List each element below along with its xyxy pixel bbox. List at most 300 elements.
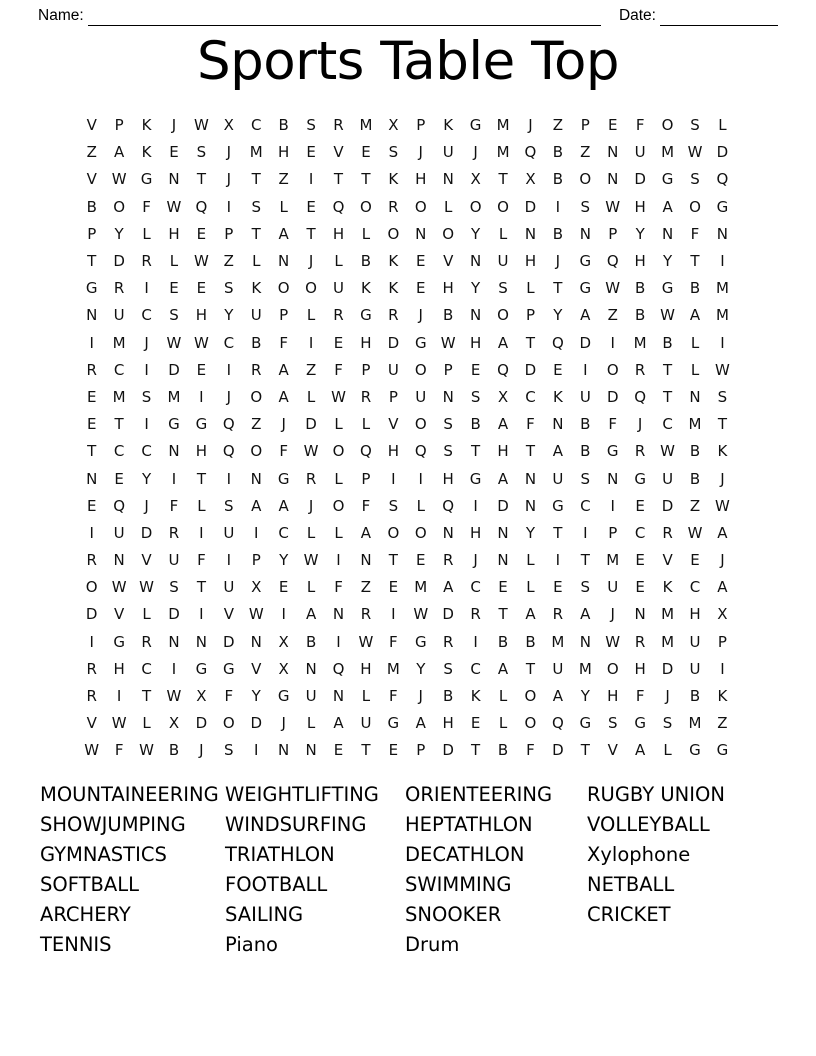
grid-cell[interactable]: C [251, 116, 262, 135]
grid-cell[interactable]: E [306, 143, 316, 162]
grid-cell[interactable]: G [552, 496, 564, 515]
grid-cell[interactable]: B [278, 116, 289, 135]
grid-cell[interactable]: S [690, 170, 700, 189]
grid-cell[interactable]: W [714, 360, 730, 379]
grid-cell[interactable]: C [141, 306, 152, 325]
grid-cell[interactable]: B [662, 333, 673, 352]
grid-cell[interactable]: X [251, 578, 262, 597]
grid-cell[interactable]: O [414, 523, 427, 542]
grid-cell[interactable]: O [442, 224, 455, 243]
grid-cell[interactable]: C [580, 496, 591, 515]
grid-cell[interactable]: R [442, 551, 454, 570]
word-list-item[interactable]: Xylophone [587, 843, 691, 866]
grid-cell[interactable]: T [141, 687, 152, 706]
grid-cell[interactable]: N [579, 224, 591, 243]
grid-cell[interactable]: O [414, 197, 427, 216]
grid-cell[interactable]: W [193, 252, 209, 271]
grid-cell[interactable]: U [223, 523, 235, 542]
grid-cell[interactable]: C [141, 659, 152, 678]
grid-cell[interactable]: R [470, 605, 481, 624]
grid-cell[interactable]: A [497, 659, 509, 678]
grid-cell[interactable]: Y [580, 687, 590, 706]
grid-cell[interactable]: D [442, 605, 454, 624]
grid-cell[interactable]: L [526, 551, 535, 570]
grid-cell[interactable]: T [471, 442, 481, 461]
grid-cell[interactable]: L [498, 687, 508, 706]
grid-cell[interactable]: B [580, 442, 591, 461]
grid-cell[interactable]: C [689, 578, 701, 597]
grid-cell[interactable]: A [552, 687, 564, 706]
grid-cell[interactable]: K [470, 687, 481, 706]
grid-cell[interactable]: I [720, 252, 725, 271]
grid-cell[interactable]: O [524, 714, 537, 733]
grid-cell[interactable]: E [86, 387, 97, 406]
grid-cell[interactable]: B [635, 306, 646, 325]
grid-cell[interactable]: J [281, 714, 286, 733]
grid-cell[interactable]: D [250, 714, 263, 733]
grid-cell[interactable]: E [607, 116, 618, 135]
grid-cell[interactable]: I [720, 659, 725, 678]
grid-cell[interactable]: B [635, 279, 646, 298]
grid-cell[interactable]: N [497, 551, 509, 570]
grid-cell[interactable]: W [193, 116, 209, 135]
grid-cell[interactable]: G [716, 741, 729, 760]
grid-cell[interactable]: A [525, 605, 536, 624]
grid-cell[interactable]: G [579, 252, 592, 271]
grid-cell[interactable]: J [171, 116, 177, 135]
grid-cell[interactable]: J [418, 306, 423, 325]
grid-cell[interactable]: Q [716, 170, 729, 189]
grid-cell[interactable]: I [391, 469, 396, 488]
word-list-item[interactable]: WEIGHTLIFTING [225, 783, 379, 806]
grid-cell[interactable]: L [334, 469, 343, 488]
grid-cell[interactable]: L [334, 523, 343, 542]
grid-cell[interactable]: C [525, 387, 536, 406]
grid-cell[interactable]: F [169, 496, 179, 515]
grid-cell[interactable]: T [196, 170, 206, 189]
grid-cell[interactable]: C [141, 442, 152, 461]
grid-cell[interactable]: A [251, 496, 262, 515]
grid-cell[interactable]: N [168, 170, 180, 189]
word-list-item[interactable]: SNOOKER [405, 903, 502, 926]
grid-cell[interactable]: D [716, 143, 729, 162]
grid-cell[interactable]: F [334, 360, 343, 379]
grid-cell[interactable]: B [497, 632, 509, 651]
grid-cell[interactable]: P [608, 224, 618, 243]
grid-cell[interactable]: A [443, 578, 454, 597]
grid-cell[interactable]: I [555, 551, 561, 570]
grid-cell[interactable]: L [306, 387, 316, 406]
grid-cell[interactable]: E [196, 360, 207, 379]
grid-cell[interactable]: N [442, 387, 454, 406]
grid-cell[interactable]: W [248, 605, 264, 624]
grid-cell[interactable]: O [222, 714, 235, 733]
grid-cell[interactable]: N [86, 306, 98, 325]
grid-cell[interactable]: E [333, 741, 344, 760]
grid-cell[interactable]: N [661, 224, 674, 243]
grid-cell[interactable]: T [553, 279, 563, 298]
grid-cell[interactable]: G [277, 469, 290, 488]
grid-cell[interactable]: A [333, 714, 344, 733]
grid-cell[interactable]: L [306, 714, 316, 733]
grid-cell[interactable]: Y [635, 224, 645, 243]
grid-cell[interactable]: S [224, 496, 234, 515]
grid-cell[interactable]: N [250, 632, 262, 651]
grid-cell[interactable]: L [718, 116, 727, 135]
grid-cell[interactable]: N [470, 306, 482, 325]
grid-cell[interactable]: Z [360, 578, 372, 597]
grid-cell[interactable]: D [524, 360, 537, 379]
grid-cell[interactable]: I [418, 469, 423, 488]
grid-cell[interactable]: G [195, 415, 208, 434]
grid-cell[interactable]: N [497, 523, 509, 542]
grid-cell[interactable]: I [89, 333, 94, 352]
grid-cell[interactable]: I [226, 360, 232, 379]
word-list-item[interactable]: FOOTBALL [225, 873, 328, 896]
grid-cell[interactable]: T [662, 360, 673, 379]
grid-cell[interactable]: B [552, 143, 564, 162]
grid-cell[interactable]: T [114, 415, 124, 434]
word-list-item[interactable]: MOUNTAINEERING [40, 783, 219, 806]
grid-cell[interactable]: U [552, 469, 564, 488]
grid-cell[interactable]: K [388, 279, 399, 298]
grid-cell[interactable]: S [443, 442, 453, 461]
grid-cell[interactable]: P [388, 387, 398, 406]
grid-cell[interactable]: J [418, 143, 423, 162]
grid-cell[interactable]: O [332, 496, 345, 515]
grid-cell[interactable]: W [358, 632, 374, 651]
grid-cell[interactable]: F [279, 333, 288, 352]
grid-cell[interactable]: D [661, 659, 674, 678]
grid-cell[interactable]: N [305, 741, 317, 760]
grid-cell[interactable]: M [661, 605, 675, 624]
grid-cell[interactable]: H [415, 170, 427, 189]
grid-cell[interactable]: U [689, 632, 701, 651]
grid-cell[interactable]: W [84, 741, 100, 760]
grid-cell[interactable]: Q [414, 442, 427, 461]
grid-cell[interactable]: O [469, 197, 482, 216]
grid-cell[interactable]: I [89, 632, 94, 651]
grid-cell[interactable]: G [716, 197, 729, 216]
grid-cell[interactable]: N [360, 551, 372, 570]
grid-cell[interactable]: Z [717, 714, 728, 733]
grid-cell[interactable]: M [633, 333, 647, 352]
grid-cell[interactable]: W [687, 143, 703, 162]
grid-cell[interactable]: N [579, 632, 591, 651]
grid-cell[interactable]: L [663, 741, 672, 760]
grid-cell[interactable]: O [250, 387, 263, 406]
grid-cell[interactable]: K [443, 116, 454, 135]
grid-cell[interactable]: Q [332, 197, 345, 216]
grid-cell[interactable]: L [306, 306, 316, 325]
grid-cell[interactable]: M [715, 306, 729, 325]
grid-cell[interactable]: H [332, 224, 345, 243]
grid-cell[interactable]: D [168, 360, 180, 379]
grid-cell[interactable]: H [113, 659, 125, 678]
grid-cell[interactable]: A [114, 143, 125, 162]
grid-cell[interactable]: H [497, 442, 509, 461]
grid-cell[interactable]: G [689, 741, 701, 760]
grid-cell[interactable]: G [113, 632, 125, 651]
grid-cell[interactable]: S [224, 741, 234, 760]
grid-cell[interactable]: K [662, 578, 673, 597]
grid-cell[interactable]: B [86, 197, 97, 216]
word-list-item[interactable]: VOLLEYBALL [587, 813, 710, 836]
grid-cell[interactable]: M [688, 415, 702, 434]
grid-cell[interactable]: Q [497, 360, 509, 379]
grid-cell[interactable]: T [361, 170, 371, 189]
grid-cell[interactable]: X [497, 387, 509, 406]
grid-cell[interactable]: N [278, 741, 290, 760]
grid-cell[interactable]: R [141, 252, 152, 271]
grid-cell[interactable]: P [361, 469, 371, 488]
grid-cell[interactable]: M [688, 714, 702, 733]
grid-cell[interactable]: I [281, 605, 286, 624]
grid-cell[interactable]: M [249, 143, 263, 162]
grid-cell[interactable]: H [524, 252, 537, 271]
grid-cell[interactable]: I [336, 551, 341, 570]
grid-cell[interactable]: G [360, 306, 372, 325]
grid-cell[interactable]: S [690, 116, 700, 135]
grid-cell[interactable]: A [305, 605, 317, 624]
grid-cell[interactable]: A [689, 306, 701, 325]
grid-cell[interactable]: Y [525, 523, 536, 542]
grid-cell[interactable]: L [197, 496, 206, 515]
grid-cell[interactable]: H [689, 605, 701, 624]
grid-cell[interactable]: W [166, 333, 182, 352]
word-list-item[interactable]: Drum [405, 933, 460, 956]
grid-cell[interactable]: S [169, 578, 179, 597]
grid-cell[interactable]: Q [606, 252, 619, 271]
grid-cell[interactable]: A [717, 578, 728, 597]
grid-cell[interactable]: N [113, 551, 125, 570]
grid-cell[interactable]: D [113, 252, 125, 271]
grid-cell[interactable]: N [524, 496, 537, 515]
grid-cell[interactable]: E [553, 578, 563, 597]
grid-cell[interactable]: O [277, 279, 290, 298]
grid-cell[interactable]: F [635, 116, 645, 135]
grid-cell[interactable]: S [443, 659, 453, 678]
grid-cell[interactable]: Q [113, 496, 126, 515]
grid-cell[interactable]: K [361, 279, 371, 298]
grid-cell[interactable]: G [168, 415, 180, 434]
word-list-item[interactable]: SOFTBALL [40, 873, 139, 896]
grid-cell[interactable]: E [553, 360, 563, 379]
grid-cell[interactable]: Z [552, 116, 564, 135]
grid-cell[interactable]: G [414, 632, 427, 651]
word-list-item[interactable]: SHOWJUMPING [40, 813, 186, 836]
grid-cell[interactable]: E [333, 333, 344, 352]
grid-cell[interactable]: R [86, 360, 97, 379]
grid-cell[interactable]: S [443, 415, 453, 434]
grid-cell[interactable]: C [634, 523, 646, 542]
grid-cell[interactable]: U [387, 360, 399, 379]
grid-cell[interactable]: O [606, 360, 619, 379]
grid-cell[interactable]: D [140, 523, 153, 542]
grid-cell[interactable]: I [555, 197, 561, 216]
grid-cell[interactable]: D [524, 197, 537, 216]
grid-cell[interactable]: S [196, 143, 207, 162]
grid-cell[interactable]: A [278, 224, 289, 243]
word-list-item[interactable]: GYMNASTICS [40, 843, 167, 866]
grid-cell[interactable]: P [87, 224, 97, 243]
grid-cell[interactable]: U [223, 578, 235, 597]
grid-cell[interactable]: Q [360, 442, 372, 461]
grid-cell[interactable]: T [333, 170, 344, 189]
grid-cell[interactable]: R [388, 197, 399, 216]
grid-cell[interactable]: K [141, 116, 152, 135]
grid-cell[interactable]: N [716, 224, 729, 243]
grid-cell[interactable]: W [303, 442, 319, 461]
grid-cell[interactable]: J [555, 252, 561, 271]
grid-cell[interactable]: F [334, 578, 343, 597]
grid-cell[interactable]: F [690, 224, 700, 243]
grid-cell[interactable]: H [469, 523, 482, 542]
grid-cell[interactable]: R [333, 306, 344, 325]
grid-cell[interactable]: H [442, 714, 454, 733]
word-list-item[interactable]: DECATHLON [405, 843, 525, 866]
grid-cell[interactable]: G [277, 687, 290, 706]
grid-cell[interactable]: X [223, 116, 234, 135]
grid-cell[interactable]: N [332, 605, 345, 624]
grid-cell[interactable]: M [359, 116, 373, 135]
grid-cell[interactable]: K [388, 252, 399, 271]
grid-cell[interactable]: G [661, 279, 674, 298]
grid-cell[interactable]: B [168, 741, 180, 760]
grid-cell[interactable]: D [579, 333, 592, 352]
grid-cell[interactable]: J [226, 143, 232, 162]
grid-cell[interactable]: H [360, 333, 372, 352]
grid-cell[interactable]: L [690, 333, 700, 352]
grid-cell[interactable]: U [442, 143, 454, 162]
grid-cell[interactable]: N [524, 469, 537, 488]
grid-cell[interactable]: O [250, 442, 263, 461]
grid-cell[interactable]: L [279, 197, 288, 216]
grid-cell[interactable]: E [278, 578, 289, 597]
grid-cell[interactable]: J [473, 551, 478, 570]
grid-cell[interactable]: J [199, 741, 204, 760]
grid-cell[interactable]: I [583, 360, 588, 379]
grid-cell[interactable]: B [443, 306, 454, 325]
grid-cell[interactable]: X [196, 687, 207, 706]
grid-cell[interactable]: N [524, 224, 537, 243]
grid-cell[interactable]: M [167, 387, 181, 406]
grid-cell[interactable]: C [278, 523, 289, 542]
grid-cell[interactable]: F [526, 415, 535, 434]
grid-cell[interactable]: I [199, 387, 204, 406]
grid-cell[interactable]: W [111, 170, 127, 189]
grid-cell[interactable]: N [552, 415, 564, 434]
grid-cell[interactable]: L [498, 714, 508, 733]
grid-cell[interactable]: A [278, 387, 289, 406]
grid-cell[interactable]: F [526, 741, 535, 760]
grid-cell[interactable]: N [415, 224, 427, 243]
grid-cell[interactable]: M [715, 279, 729, 298]
grid-cell[interactable]: W [111, 714, 127, 733]
grid-cell[interactable]: M [496, 116, 510, 135]
grid-cell[interactable]: T [251, 224, 261, 243]
grid-cell[interactable]: R [251, 360, 262, 379]
grid-cell[interactable]: V [141, 551, 152, 570]
grid-cell[interactable]: Q [195, 197, 208, 216]
grid-cell[interactable]: W [714, 496, 730, 515]
word-list-item[interactable]: ARCHERY [40, 903, 131, 926]
grid-cell[interactable]: J [226, 170, 232, 189]
grid-cell[interactable]: S [224, 279, 234, 298]
grid-cell[interactable]: W [687, 523, 703, 542]
grid-cell[interactable]: T [196, 578, 206, 597]
grid-cell[interactable]: J [281, 415, 286, 434]
grid-cell[interactable]: R [442, 632, 454, 651]
grid-cell[interactable]: I [199, 605, 204, 624]
word-list-item[interactable]: TRIATHLON [225, 843, 335, 866]
grid-cell[interactable]: L [142, 224, 151, 243]
grid-cell[interactable]: Y [224, 306, 234, 325]
grid-cell[interactable]: R [360, 605, 372, 624]
grid-cell[interactable]: N [442, 523, 454, 542]
grid-cell[interactable]: A [662, 197, 673, 216]
grid-cell[interactable]: O [360, 197, 372, 216]
grid-cell[interactable]: I [610, 496, 615, 515]
grid-cell[interactable]: B [689, 469, 701, 488]
grid-cell[interactable]: D [442, 741, 454, 760]
grid-cell[interactable]: O [606, 659, 619, 678]
grid-cell[interactable]: U [113, 306, 125, 325]
grid-cell[interactable]: G [606, 442, 619, 461]
grid-cell[interactable]: K [141, 143, 152, 162]
grid-cell[interactable]: A [415, 714, 426, 733]
grid-cell[interactable]: E [470, 360, 481, 379]
grid-cell[interactable]: J [308, 252, 314, 271]
grid-cell[interactable]: N [470, 252, 482, 271]
grid-cell[interactable]: I [199, 523, 204, 542]
grid-cell[interactable]: U [662, 469, 674, 488]
grid-cell[interactable]: S [662, 714, 673, 733]
grid-cell[interactable]: G [579, 714, 592, 733]
grid-cell[interactable]: V [443, 252, 454, 271]
grid-cell[interactable]: D [305, 415, 317, 434]
grid-cell[interactable]: G [195, 659, 208, 678]
grid-cell[interactable]: V [388, 415, 399, 434]
grid-cell[interactable]: I [144, 279, 149, 298]
grid-cell[interactable]: W [139, 578, 154, 597]
grid-cell[interactable]: O [113, 197, 126, 216]
grid-cell[interactable]: G [140, 170, 153, 189]
grid-cell[interactable]: U [607, 578, 619, 597]
grid-cell[interactable]: G [634, 469, 646, 488]
grid-cell[interactable]: P [608, 523, 618, 542]
grid-cell[interactable]: N [442, 170, 454, 189]
grid-cell[interactable]: O [497, 197, 509, 216]
grid-cell[interactable]: F [608, 415, 618, 434]
grid-cell[interactable]: R [86, 659, 97, 678]
grid-cell[interactable]: B [305, 632, 317, 651]
grid-cell[interactable]: P [525, 306, 535, 325]
grid-cell[interactable]: V [86, 170, 97, 189]
grid-cell[interactable]: B [497, 741, 509, 760]
grid-cell[interactable]: Z [580, 143, 591, 162]
grid-cell[interactable]: N [250, 469, 262, 488]
grid-cell[interactable]: I [583, 523, 588, 542]
grid-cell[interactable]: K [251, 279, 262, 298]
grid-cell[interactable]: H [360, 659, 372, 678]
grid-cell[interactable]: J [308, 496, 314, 515]
grid-cell[interactable]: D [634, 170, 646, 189]
grid-cell[interactable]: B [689, 687, 701, 706]
grid-cell[interactable]: E [169, 279, 179, 298]
word-list-item[interactable]: RUGBY UNION [587, 783, 725, 806]
word-list-item[interactable]: Piano [225, 933, 278, 956]
